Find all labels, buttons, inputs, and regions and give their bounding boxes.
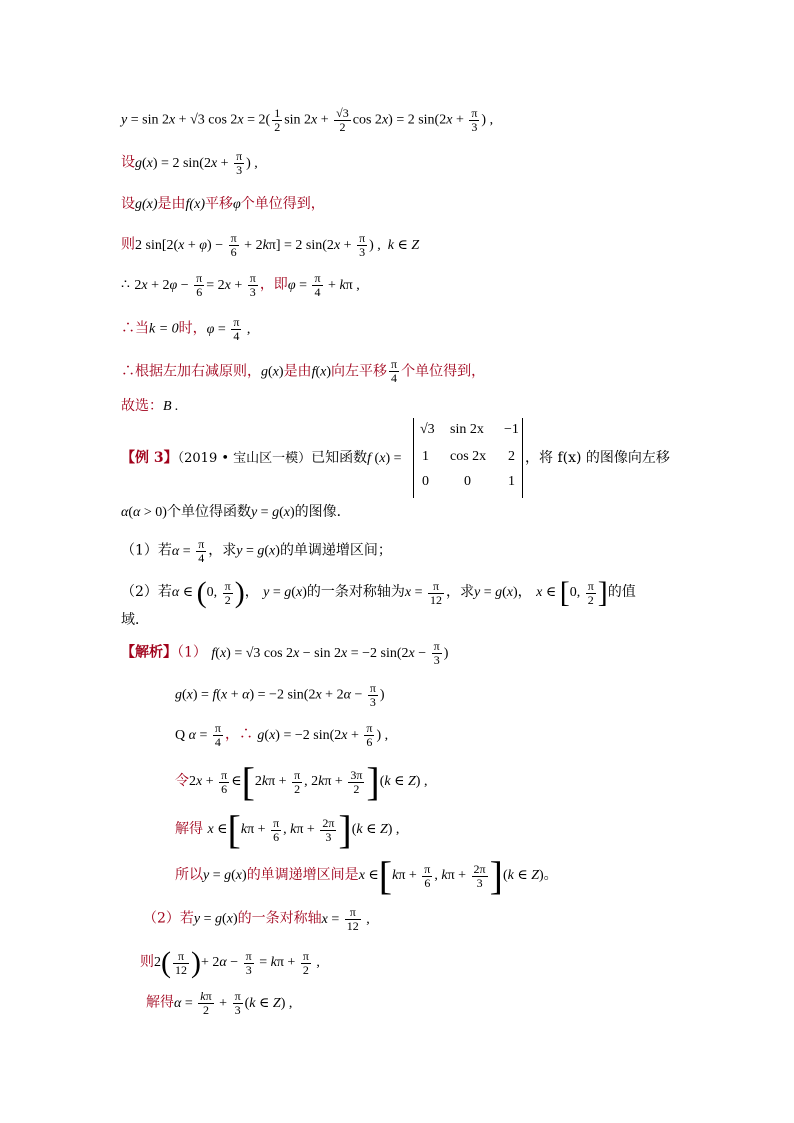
solution-line-1: 【解析】（1） f(x) = √3 cos 2x − sin 2x = −2 sin(2x − $\frac{\pi}{3}$ ) xyxy=(121,639,449,667)
determinant-matrix: √3 sin 2x −1 1 cos 2x 2 0 0 1 xyxy=(413,418,523,498)
solution-tag: 【解析】 xyxy=(121,644,177,661)
text-line-7: ∴根据左加右减原则，g(x)是由f(x)向左平移 $\frac{\pi}{4}$ 个单位得到， xyxy=(121,357,486,385)
text-line-2: 设g(x) = 2 sin(2x + $\frac{\pi}{3}$ ) , xyxy=(121,149,258,177)
solution-line-5: 解得 x ∈[kπ + $\frac{\pi}{6}$ , kπ + $\frac{2\pi}{3}$ ](k ∈ Z) , xyxy=(175,807,400,852)
solution-line-2: g(x) = f(x + α) = −2 sin(2x + 2α − $\frac{\pi}{3}$ ) xyxy=(175,681,385,709)
example-3-heading: 【例 3】（2019 • 宝山区一模）已知函数f (x) = xyxy=(121,450,402,466)
text-line-3: 设g(x)是由f(x)平移φ个单位得到， xyxy=(121,196,325,212)
question-1: （1）若α = $\frac{\pi}{4}$ ，求y = g(x)的单调递增区间； xyxy=(121,537,392,565)
text-line-5: ∴ 2x + 2φ − $\frac{\pi}{6}$ = 2x + $\frac{\pi}{3}$ ，即φ = $\frac{\pi}{4}$ + kπ , xyxy=(121,271,360,299)
label-set: 设 xyxy=(121,154,135,171)
question-2: （2）若α ∈ (0, $\frac{\pi}{2}$ )， y = g(x)的一条对称轴为x = $\frac{\pi}{12}$ ，求y = g(x)， x ∈ [0, $\frac{\pi}{2}$ ]的值 xyxy=(121,576,636,609)
solution-line-4: 令2x + $\frac{\pi}{6}$ ∈[2kπ + $\frac{\pi}{2}$ , 2kπ + $\frac{3\pi}{2}$ ](k ∈ Z) , xyxy=(175,759,428,804)
example-3-tail: ，将 f(x) 的图像向左移 xyxy=(525,450,670,466)
example-3-line-2: α(α > 0)个单位得函数y = g(x)的图像． xyxy=(121,504,351,520)
example-tag: 【例 3】 xyxy=(121,450,178,466)
part-2-line-2: 则2( $\frac{\pi}{12}$ )+ 2α − $\frac{\pi}{3}$ = kπ + $\frac{\pi}{2}$ , xyxy=(140,946,320,979)
text-line-6: ∴当k = 0时，φ = $\frac{\pi}{4}$ , xyxy=(121,315,251,343)
part-2-line-1: （2）若y = g(x)的一条对称轴x = $\frac{\pi}{12}$ , xyxy=(143,905,370,933)
equation-line-1: y = sin 2x + √3 cos 2x = 2( $\frac{1}{2}$ sin 2x + $\frac{√3}{2}$ cos 2x) = 2 sin(2x + $\frac{\pi}{3}$ ) , xyxy=(121,106,494,134)
part-2-line-3: 解得α = $\frac{k\pi}{2}$ + $\frac{\pi}{3}$ (k ∈ Z) , xyxy=(146,989,293,1017)
solution-line-6: 所以y = g(x)的单调递增区间是x ∈[kπ + $\frac{\pi}{6}$ , kπ + $\frac{2\pi}{3}$ ](k ∈ Z)。 xyxy=(175,853,558,898)
text-line-4: 则2 sin[2(x + φ) − $\frac{\pi}{6}$ + 2kπ] = 2 sin(2x + $\frac{\pi}{3}$ ) , k ∈ Z xyxy=(121,231,420,259)
text-line-8: 故选：B . xyxy=(121,398,179,414)
question-2-cont: 域． xyxy=(121,612,149,628)
solution-line-3: Q α = $\frac{\pi}{4}$ ，∴ g(x) = −2 sin(2x + $\frac{\pi}{6}$ ) , xyxy=(175,721,389,749)
